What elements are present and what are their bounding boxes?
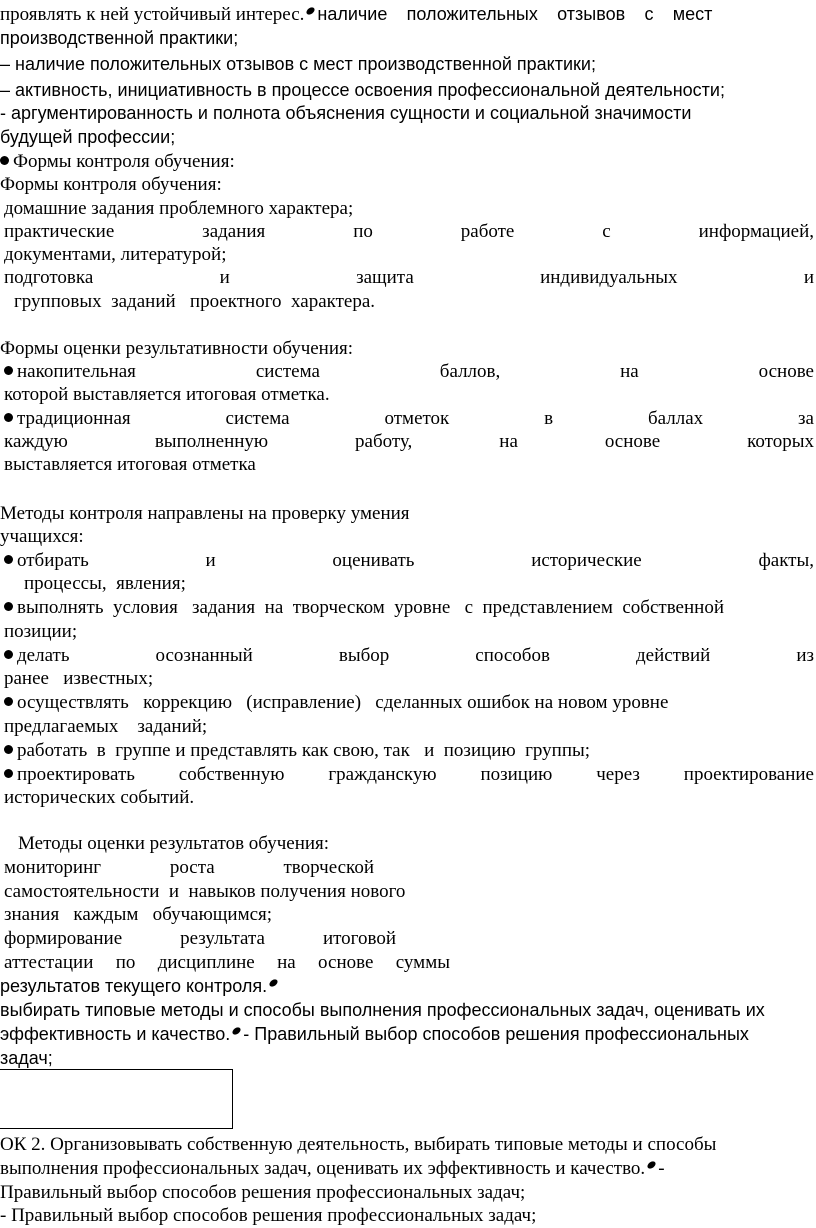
- section-heading: Формы оценки результативности обучения:: [0, 338, 354, 359]
- text-line: подготовка и защита индивидуальных и: [4, 267, 814, 288]
- section-heading: Методы оценки результатов обучения:: [18, 833, 330, 854]
- list-item-text: осуществлять коррекцию (исправление) сделанных ошибок на новом уровне: [17, 692, 669, 713]
- text-line: задач;: [0, 1048, 53, 1068]
- text-line: [0, 1022, 816, 1046]
- list-item-text: отбирать и оценивать исторические факты,: [17, 550, 814, 571]
- text-line: производственной практики;: [0, 28, 239, 48]
- text-line: - аргументированность и полнота объяснения сущности и социальной значимости: [0, 103, 692, 123]
- list-item: [4, 691, 816, 715]
- section-heading: Методы контроля направлены на проверку умения: [0, 503, 410, 524]
- bullet-icon: [4, 366, 13, 375]
- bullet-icon: [646, 1160, 657, 1170]
- text-fragment: эффективность и качество.: [0, 1024, 231, 1044]
- text-line: практические задания по работе с информацией,: [4, 221, 814, 242]
- text-fragment: результатов текущего контроля.: [0, 976, 268, 996]
- list-item: [4, 407, 814, 431]
- text-fragment: проявлять к ней устойчивый интерес.: [0, 4, 305, 25]
- list-item: [4, 360, 814, 384]
- text-line: знания каждым обучающимся;: [4, 904, 273, 925]
- text-line: выставляется итоговая отметка: [4, 454, 256, 475]
- bullet-icon: [0, 156, 9, 165]
- text-line: Правильный выбор способов решения профессиональных задач;: [0, 1182, 526, 1203]
- bullet-icon: [4, 555, 13, 564]
- text-line: учащихся:: [0, 526, 84, 547]
- text-fragment: - Правильный выбор способов решения профессиональных: [243, 1024, 749, 1044]
- text-line: – наличие положительных отзывов с мест производственной практики;: [0, 54, 596, 74]
- empty-table-cell: [0, 1069, 233, 1129]
- text-line: каждую выполненную работу, на основе которых: [4, 431, 814, 452]
- list-item-text: работать в группе и представлять как свою, так и позицию группы;: [17, 740, 591, 761]
- bullet-icon: [4, 745, 13, 754]
- bullet-icon: [305, 6, 316, 16]
- text-line: [0, 974, 816, 998]
- text-line: исторических событий.: [4, 787, 195, 808]
- list-item-text: накопительная система баллов, на основе: [17, 361, 814, 382]
- text-line: аттестации по дисциплине на основе суммы: [4, 952, 450, 973]
- text-line: предлагаемых заданий;: [4, 716, 208, 737]
- list-item-text: делать осознанный выбор способов действий из: [17, 645, 814, 666]
- text-line: мониторинг роста творческой: [4, 857, 374, 878]
- list-item: [4, 763, 814, 787]
- bullet-icon: [4, 769, 13, 778]
- text-line: позиции;: [4, 621, 78, 642]
- bullet-icon: [4, 602, 13, 611]
- list-item-text: традиционная система отметок в баллах за: [17, 408, 814, 429]
- section-heading: [0, 150, 816, 174]
- text-line: самостоятельности и навыков получения нового: [4, 881, 406, 902]
- list-item: [4, 739, 816, 763]
- heading-label: Формы контроля обучения:: [13, 151, 235, 172]
- text-line: документами, литературой;: [4, 244, 227, 265]
- text-line: – активность, инициативность в процессе освоения профессиональной деятельности;: [0, 80, 725, 100]
- bullet-icon: [4, 413, 13, 422]
- bullet-icon: [4, 697, 13, 706]
- section-heading: Формы контроля обучения:: [0, 174, 222, 195]
- text-line: домашние задания проблемного характера;: [4, 198, 354, 219]
- text-line: групповых заданий проектного характера.: [14, 291, 376, 312]
- text-fragment: выполнения профессиональных задач, оценивать их эффективность и качество.: [0, 1158, 646, 1179]
- list-item: [4, 549, 814, 573]
- text-line: ранее известных;: [4, 668, 154, 689]
- text-line: процессы, явления;: [24, 573, 186, 594]
- text-line: - Правильный выбор способов решения профессиональных задач;: [0, 1205, 537, 1226]
- text-fragment: -: [658, 1158, 665, 1179]
- text-line: формирование результата итоговой: [4, 928, 396, 949]
- bullet-icon: [4, 650, 13, 659]
- text-line: [0, 2, 816, 27]
- list-item-text: выполнять условия задания на творческом уровне с представлением собственной: [17, 597, 724, 618]
- text-fragment: наличие положительных отзывов с мест: [317, 4, 713, 24]
- text-line: ОК 2. Организовывать собственную деятельность, выбирать типовые методы и способы: [0, 1134, 717, 1155]
- text-line: которой выставляется итоговая отметка.: [4, 384, 330, 405]
- bullet-icon: [268, 978, 279, 988]
- text-line: [0, 1157, 816, 1181]
- text-line: будущей профессии;: [0, 127, 176, 147]
- list-item-text: проектировать собственную гражданскую позицию через проектирование: [17, 764, 814, 785]
- text-line: выбирать типовые методы и способы выполнения профессиональных задач, оценивать их: [0, 1000, 765, 1020]
- bullet-icon: [231, 1026, 242, 1036]
- list-item: [4, 596, 816, 620]
- list-item: [4, 644, 814, 668]
